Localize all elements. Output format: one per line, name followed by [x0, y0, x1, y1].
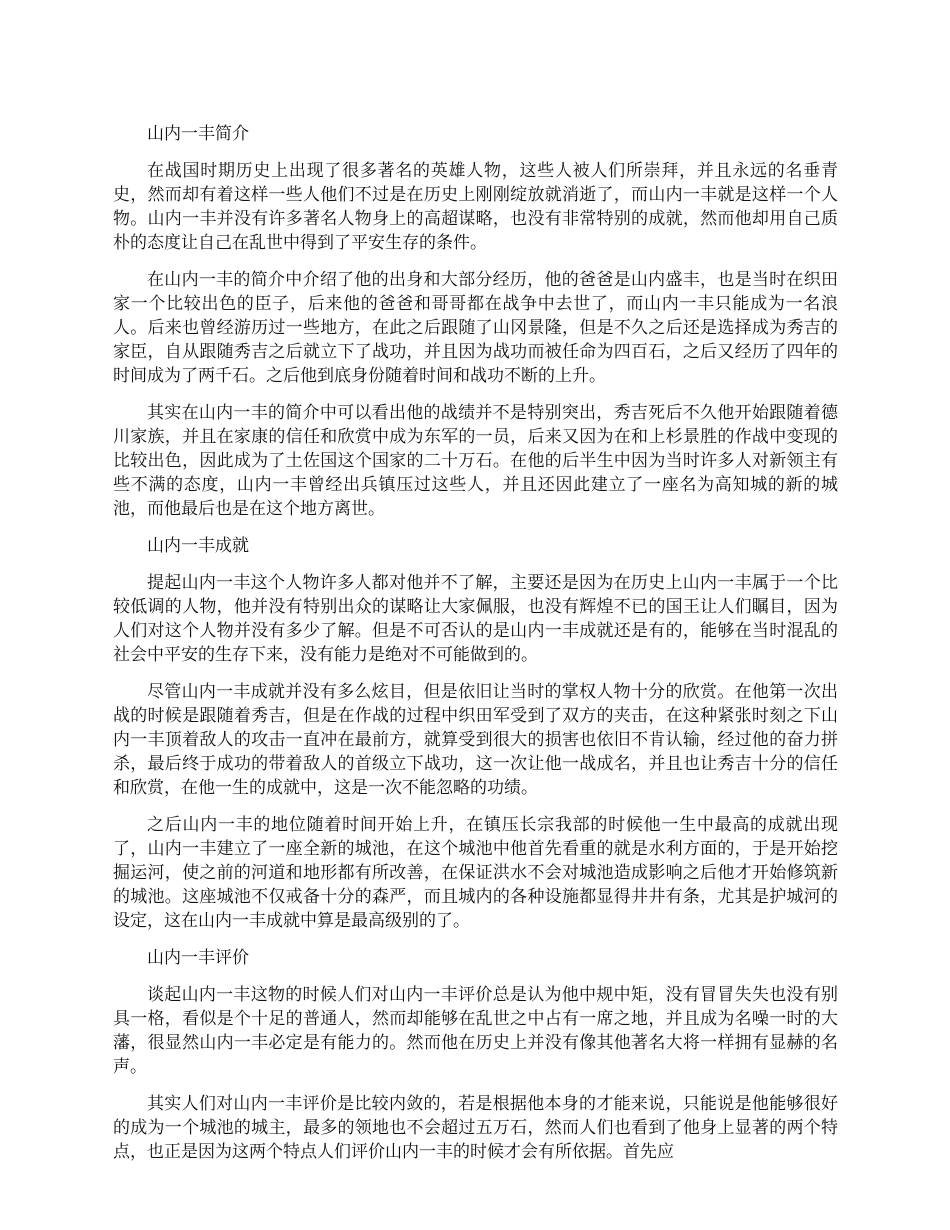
document-page — [113, 122, 838, 1177]
section-heading-intro: 山内一丰简介 — [147, 124, 249, 144]
achievements-paragraph-2: 尽管山内一丰成就并没有多么炫目，但是依旧让当时的掌权人物十分的欣赏。在他第一次出战的时候是跟随着秀吉，但是在作战的过程中织田军受到了双方的夹击，在这种紧张时刻之下山内一丰顶着敌人的攻击一直冲在最前方，就算受到很大的损害也依旧不肯认输，经过他的奋力拼杀，最后终于成功的带着敌人的首级立下战功，这一次让他一战成名，并且也让秀吉十分的信任和欣赏，在他一生的成就中，这是一次不能忽略的功绩。 — [113, 682, 838, 798]
evaluation-paragraph-1: 谈起山内一丰这物的时候人们对山内一丰评价总是认为他中规中矩，没有冒冒失失也没有别具一格，看似是个十足的普通人，然而却能够在乱世之中占有一席之地，并且成为名噪一时的大藩，很显然山内一丰必定是有能力的。然而他在历史上并没有像其他著名大将一样拥有显赫的名声。 — [113, 985, 838, 1077]
intro-paragraph-1: 在战国时期历史上出现了很多著名的英雄人物，这些人被人们所崇拜，并且永远的名垂青史，然而却有着这样一些人他们不过是在历史上刚刚绽放就消逝了，而山内一丰就是这样一个人物。山内一丰并没有许多著名人物身上的高超谋略，也没有非常特别的成就，然而他却用自己质朴的态度让自己在乱世中得到了平安生存的条件。 — [113, 161, 838, 253]
section-heading-evaluation: 山内一丰评价 — [147, 948, 249, 968]
intro-paragraph-3: 其实在山内一丰的简介中可以看出他的战绩并不是特别突出，秀吉死后不久他开始跟随着德川家族，并且在家康的信任和欣赏中成为东军的一员，后来又因为在和上杉景胜的作战中变现的比较出色，因此成为了土佐国这个国家的二十万石。在他的后半生中因为当时许多人对新领主有些不满的态度，山内一丰曾经出兵镇压过这些人，并且还因此建立了一座名为高知城的新的城池，而他最后也是在这个地方离世。 — [113, 403, 838, 519]
intro-paragraph-2: 在山内一丰的简介中介绍了他的出身和大部分经历，他的爸爸是山内盛丰，也是当时在织田家一个比较出色的臣子，后来他的爸爸和哥哥都在战争中去世了，而山内一丰只能成为一名浪人。后来也曾经游历过一些地方，在此之后跟随了山冈景隆，但是不久之后还是选择成为秀吉的家臣，自从跟随秀吉之后就立下了战功，并且因为战功而被任命为四百石，之后又经历了四年的时间成为了两千石。之后他到底身份随着时间和战功不断的上升。 — [113, 270, 838, 386]
section-heading-achievements: 山内一丰成就 — [147, 536, 249, 556]
achievements-paragraph-1: 提起山内一丰这个人物许多人都对他并不了解，主要还是因为在历史上山内一丰属于一个比较低调的人物，他并没有特别出众的谋略让大家佩服，也没有辉煌不已的国王让人们瞩目，因为人们对这个人物并没有多少了解。但是不可否认的是山内一丰成就还是有的，能够在当时混乱的社会中平安的生存下来，没有能力是绝对不可能做到的。 — [113, 573, 838, 665]
achievements-paragraph-3: 之后山内一丰的地位随着时间开始上升，在镇压长宗我部的时候他一生中最高的成就出现了，山内一丰建立了一座全新的城池，在这个城池中他首先看重的就是水利方面的，于是开始挖掘运河，使之前的河道和地形都有所改善，在保证洪水不会对城池造成影响之后他才开始修筑新的城池。这座城池不仅戒备十分的森严，而且城内的各种设施都显得井井有条，尤其是护城河的设定，这在山内一丰成就中算是最高级别的了。 — [113, 815, 838, 931]
evaluation-paragraph-2: 其实人们对山内一丰评价是比较内敛的，若是根据他本身的才能来说，只能说是他能够很好的成为一个城池的城主，最多的领地也不会超过五万石，然而人们也看到了他身上显著的两个特点，也正是因为这两个特点人们评价山内一丰的时候才会有所依据。首先应 — [113, 1094, 838, 1162]
